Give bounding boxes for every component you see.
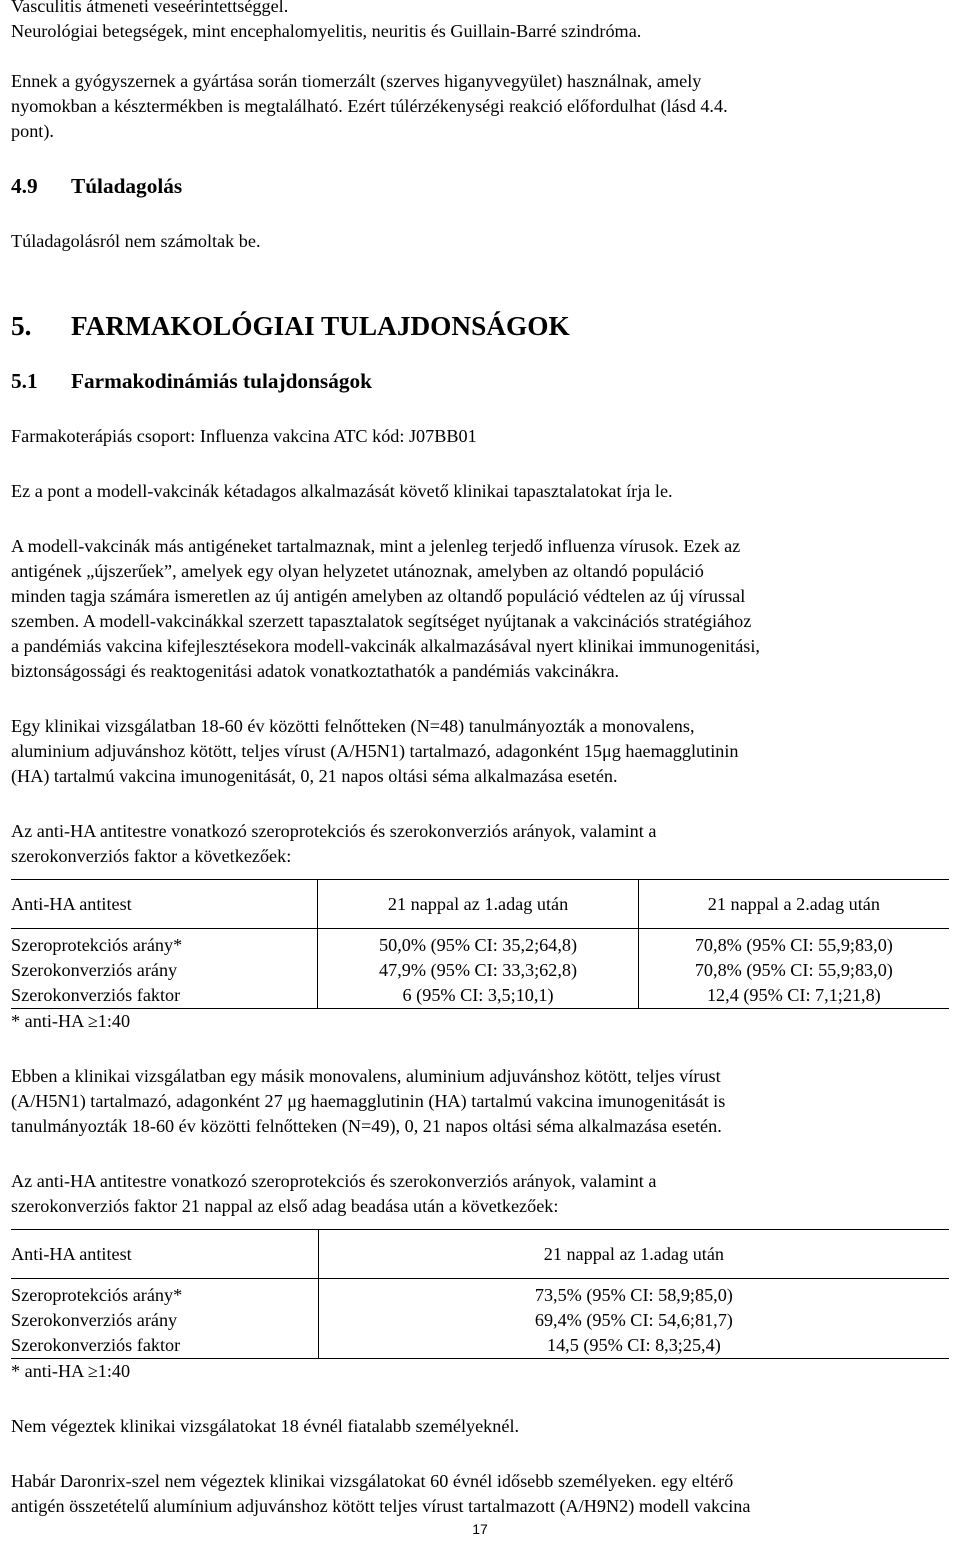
text-line: (A/H5N1) tartalmazó, adagonként 27 μg haemagglutinin (HA) tartalmú vakcina imunogenitását is bbox=[11, 1091, 726, 1111]
table-cell: Szerokonverziós faktor bbox=[11, 983, 318, 1009]
table-cell: 73,5% (95% CI: 58,9;85,0) bbox=[318, 1279, 949, 1309]
table-row bbox=[11, 1308, 949, 1333]
table-header-cell: 21 nappal a 2.adag után bbox=[638, 880, 949, 929]
section-title: Túladagolás bbox=[71, 174, 183, 198]
text-line: pont). bbox=[11, 121, 54, 141]
section-heading-4-9 bbox=[11, 174, 949, 199]
section-number: 4.9 bbox=[11, 174, 38, 198]
table-cell: 47,9% (95% CI: 33,3;62,8) bbox=[318, 958, 638, 983]
text-line: szerokonverziós faktor 21 nappal az első adag beadása után a következőek: bbox=[11, 1196, 559, 1216]
text-line: antigének „újszerűek”, amelyek egy olyan helyzetet utánoznak, amelyben az oltandó populáció bbox=[11, 561, 704, 581]
table-header-cell: Anti-HA antitest bbox=[11, 1230, 318, 1279]
paragraph-study-15ug bbox=[11, 714, 949, 789]
table-cell: Szerokonverziós faktor bbox=[11, 1333, 318, 1359]
paragraph-study-27ug bbox=[11, 1064, 949, 1139]
results-table-1 bbox=[11, 879, 949, 1009]
paragraph-over-60 bbox=[11, 1469, 949, 1519]
section-number: 5.1 bbox=[11, 369, 38, 393]
text-line: szerokonverziós faktor a következőek: bbox=[11, 846, 292, 866]
under-18-text: Nem végeztek klinikai vizsgálatokat 18 évnél fiatalabb személyeknél. bbox=[11, 1416, 520, 1436]
text-line: aluminium adjuvánshoz kötött, teljes vírust (A/H5N1) tartalmazó, adagonként 15μg haemagglutinin bbox=[11, 741, 739, 761]
paragraph-model-vaccines bbox=[11, 534, 949, 684]
table-row bbox=[11, 929, 949, 959]
text-line: biztonságossági és reaktogenitási adatok vonatkoztathatók a pandémiás vakcinákra. bbox=[11, 661, 620, 681]
table-cell: 14,5 (95% CI: 8,3;25,4) bbox=[318, 1333, 949, 1359]
table-header-cell: 21 nappal az 1.adag után bbox=[318, 1230, 949, 1279]
table-header-row bbox=[11, 1230, 949, 1279]
text-line: a pandémiás vakcina kifejlesztésekora modell-vakcinák alkalmazásával nyert klinikai immunogenitási, bbox=[11, 636, 760, 656]
text-line: Az anti-HA antitestre vonatkozó szeroprotekciós és szerokonverziós arányok, valamint a bbox=[11, 821, 657, 841]
atc-code-text: Farmakoterápiás csoport: Influenza vakcina ATC kód: J07BB01 bbox=[11, 426, 477, 446]
table-cell: Szerokonverziós arány bbox=[11, 1310, 178, 1330]
table-cell: Szeroprotekciós arány* bbox=[11, 1285, 183, 1305]
text-line: Az anti-HA antitestre vonatkozó szeroprotekciós és szerokonverziós arányok, valamint a bbox=[11, 1171, 657, 1191]
table-row bbox=[11, 1333, 949, 1359]
intro-text: Ez a pont a modell-vakcinák kétadagos alkalmazását követő klinikai tapasztalatokat írja le. bbox=[11, 481, 673, 501]
table-cell: 50,0% (95% CI: 35,2;64,8) bbox=[318, 929, 638, 959]
section-heading-5 bbox=[11, 311, 949, 341]
text-line: Ennek a gyógyszernek a gyártása során tiomerzált (szerves higanyvegyület) használnak, amely bbox=[11, 71, 702, 91]
table-footnote: * anti-HA ≥1:40 bbox=[11, 1011, 131, 1031]
text-line: Vasculitis átmeneti veseérintettséggel. bbox=[11, 0, 289, 16]
table-cell: 12,4 (95% CI: 7,1;21,8) bbox=[638, 983, 949, 1009]
results-table-2 bbox=[11, 1229, 949, 1359]
text-line: Habár Daronrix-szel nem végeztek klinikai vizsgálatokat 60 évnél idősebb személyeken. egy eltérő bbox=[11, 1471, 734, 1491]
paragraph-mercury bbox=[11, 69, 949, 144]
table-cell: 6 (95% CI: 3,5;10,1) bbox=[318, 983, 638, 1009]
text-line: A modell-vakcinák más antigéneket tartalmaznak, mint a jelenleg terjedő influenza vírusok. Ezek az bbox=[11, 536, 741, 556]
table-header-cell: 21 nappal az 1.adag után bbox=[318, 880, 638, 929]
section-number: 5. bbox=[11, 311, 32, 341]
text-line: szemben. A modell-vakcinákkal szerzett tapasztalatok segítséget nyújtanak a vakcinációs stratégiához bbox=[11, 611, 752, 631]
text-line: minden tagja számára ismeretlen az új antigén amelyben az oltandő populáció védtelen az új vírussal bbox=[11, 586, 746, 606]
paragraph-rates-intro-2 bbox=[11, 1169, 949, 1219]
text-line: antigén összetételű alumínium adjuvánshoz kötött teljes vírust tartalmazott (A/H9N2) modell vakcina bbox=[11, 1496, 751, 1516]
table-cell: Szeroprotekciós arány* bbox=[11, 935, 183, 955]
text-line: (HA) tartalmú vakcina imunogenitását, 0, 21 napos oltási séma alkalmazása esetén. bbox=[11, 766, 618, 786]
text-line: Neurológiai betegségek, mint encephalomyelitis, neuritis és Guillain-Barré szindróma. bbox=[11, 21, 642, 41]
table-row bbox=[11, 983, 949, 1009]
text-line: Egy klinikai vizsgálatban 18-60 év közötti felnőtteken (N=48) tanulmányozták a monovalens, bbox=[11, 716, 695, 736]
page-number: 17 bbox=[472, 1521, 488, 1537]
section-title: Farmakodinámiás tulajdonságok bbox=[71, 369, 372, 393]
text-line: nyomokban a késztermékben is megtalálható. Ezért túlérzékenységi reakció előfordulhat (lásd 4.4. bbox=[11, 96, 728, 116]
table-row bbox=[11, 1279, 949, 1309]
table-header-row bbox=[11, 880, 949, 929]
table-cell: 70,8% (95% CI: 55,9;83,0) bbox=[638, 929, 949, 959]
table-cell: Szerokonverziós arány bbox=[11, 960, 178, 980]
table-cell: 70,8% (95% CI: 55,9;83,0) bbox=[638, 958, 949, 983]
overdose-text: Túladagolásról nem számoltak be. bbox=[11, 231, 261, 251]
table-header-cell: Anti-HA antitest bbox=[11, 880, 318, 929]
section-heading-5-1 bbox=[11, 369, 949, 394]
section-title: FARMAKOLÓGIAI TULAJDONSÁGOK bbox=[71, 311, 570, 341]
table-cell: 69,4% (95% CI: 54,6;81,7) bbox=[318, 1308, 949, 1333]
table-row bbox=[11, 958, 949, 983]
table-footnote: * anti-HA ≥1:40 bbox=[11, 1361, 131, 1381]
text-line: Ebben a klinikai vizsgálatban egy másik monovalens, aluminium adjuvánshoz kötött, teljes vírust bbox=[11, 1066, 721, 1086]
document-page bbox=[11, 0, 949, 1519]
text-line: tanulmányozták 18-60 év közötti felnőtteken (N=49), 0, 21 napos oltási séma alkalmazása esetén. bbox=[11, 1116, 722, 1136]
paragraph-rates-intro-1 bbox=[11, 819, 949, 869]
